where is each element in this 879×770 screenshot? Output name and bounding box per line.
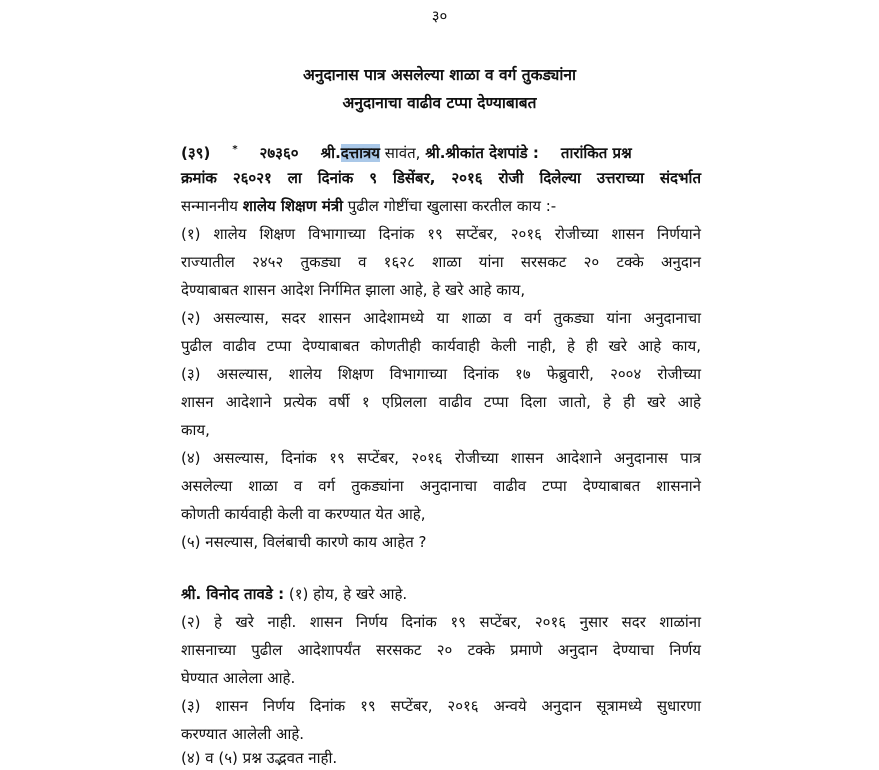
- question-line: शासन आदेशाने प्रत्येक वर्षी १ एप्रिलला वाढीव टप्पा दिला जातो, हे ही खरे आहे: [181, 393, 701, 411]
- answer-first: (१) होय, हे खरे आहे.: [284, 585, 408, 603]
- question-line: कोणती कार्यवाही केली वा करण्यात येत आहे,: [181, 505, 426, 523]
- highlighted-member-name: दत्तात्रय: [340, 144, 380, 162]
- member-surname: सावंत,: [379, 144, 426, 162]
- question-line: पुढील वाढीव टप्पा देण्याबाबत कोणतीही कार्यवाही केली नाही, हे ही खरे आहे काय,: [181, 337, 701, 355]
- question-line: देण्याबाबत शासन आदेश निर्गमित झाला आहे, हे खरे आहे काय,: [181, 281, 526, 299]
- document-title-line-2: अनुदानाचा वाढीव टप्पा देण्याबाबत: [342, 94, 537, 112]
- question-header: [181, 140, 701, 163]
- answer-line: घेण्यात आलेला आहे.: [181, 669, 296, 687]
- member-prefix: श्री.: [320, 144, 341, 162]
- answer-line: (३) शासन निर्णय दिनांक १९ सप्टेंबर, २०१६ अन्वये अनुदान सूत्रामध्ये सुधारणा: [181, 697, 701, 715]
- question-line: (२) असल्यास, सदर शासन आदेशामध्ये या शाळा व वर्ग तुकड्या यांना अनुदानाचा: [181, 309, 701, 327]
- minister-title: शालेय शिक्षण मंत्री: [242, 197, 344, 215]
- minister-post: पुढील गोष्टींचा खुलासा करतील काय :-: [343, 197, 557, 215]
- question-line: (५) नसल्यास, विलंबाची कारणे काय आहेत ?: [181, 533, 427, 551]
- minister-line: [181, 196, 701, 216]
- question-type: तारांकित प्रश्न: [560, 144, 632, 162]
- minister-pre: सन्माननीय: [181, 197, 243, 215]
- answer-first-line: [181, 584, 701, 604]
- answer-line: शासनाच्या पुढील आदेशापर्यंत सरसकट २० टक्के प्रमाणे अनुदान देण्याचा निर्णय: [181, 641, 701, 659]
- member-second: श्री.श्रीकांत देशपांडे :: [425, 144, 539, 162]
- question-line: असलेल्या शाळा व वर्ग तुकड्यांना अनुदानाचा वाढीव टप्पा देण्याबाबत शासनाने: [181, 477, 701, 495]
- answer-line: (२) हे खरे नाही. शासन निर्णय दिनांक १९ सप्टेंबर, २०१६ नुसार सदर शाळांना: [181, 613, 701, 631]
- document-title-line-1: अनुदानास पात्र असलेल्या शाळा व वर्ग तुकड्यांना: [303, 66, 576, 84]
- question-number: २७३६०: [259, 144, 299, 162]
- question-line: (३) असल्यास, शालेय शिक्षण विभागाच्या दिनांक १७ फेब्रुवारी, २००४ रोजीच्या: [181, 365, 701, 383]
- answer-speaker: श्री. विनोद तावडे :: [181, 585, 285, 603]
- answer-line: (४) व (५) प्रश्न उद्भवत नाही.: [181, 749, 338, 767]
- question-line: (१) शालेय शिक्षण विभागाच्या दिनांक १९ सप्टेंबर, २०१६ रोजीच्या शासन निर्णयाने: [181, 225, 701, 243]
- question-serial: (३९): [181, 144, 211, 162]
- page-number: ३०: [431, 7, 448, 25]
- answer-line: करण्यात आलेली आहे.: [181, 725, 305, 743]
- question-line: काय,: [181, 421, 210, 439]
- question-reference: क्रमांक २६०२१ ला दिनांक ९ डिसेंबर, २०१६ रोजी दिलेल्या उत्तराच्या संदर्भात: [181, 169, 701, 187]
- question-line: (४) असल्यास, दिनांक १९ सप्टेंबर, २०१६ रोजीच्या शासन आदेशाने अनुदानास पात्र: [181, 449, 701, 467]
- question-line: राज्यातील २४५२ तुकड्या व १६२८ शाळा यांना सरसकट २० टक्के अनुदान: [181, 253, 701, 271]
- star-mark: *: [232, 144, 238, 155]
